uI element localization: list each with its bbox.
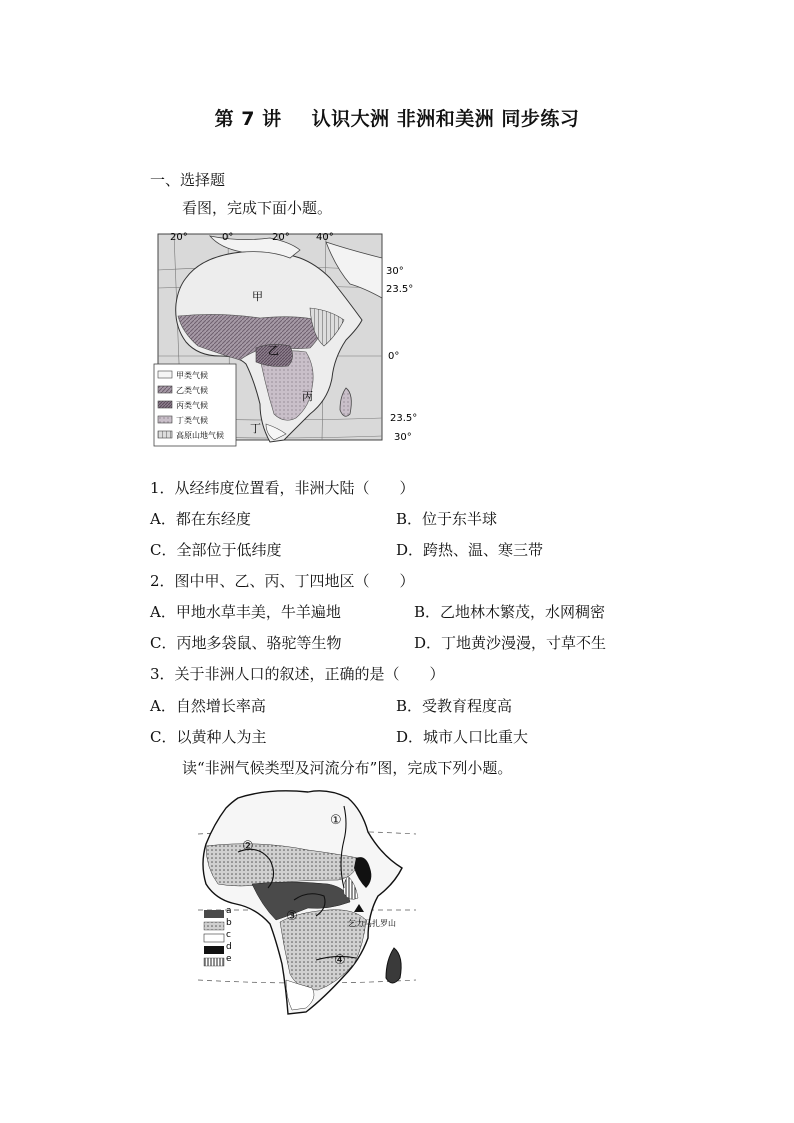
legend-item: e: [226, 954, 232, 964]
legend-item: 丁类气候: [176, 416, 208, 425]
marker-4: ④: [334, 953, 346, 968]
q3-option-b[interactable]: B．受教育程度高: [396, 697, 513, 715]
marker-3: ③: [286, 909, 298, 924]
lon-label: 20°: [272, 232, 290, 243]
region-label-jia: 甲: [252, 290, 263, 303]
map-legend: [204, 906, 232, 966]
legend-item: d: [226, 942, 232, 952]
q1-option-b[interactable]: B．位于东半球: [396, 510, 498, 528]
legend-item: 乙类气候: [176, 386, 208, 395]
instruction-1: 看图，完成下面小题。: [182, 199, 333, 217]
mountain-label: 乞力马扎罗山: [348, 919, 396, 928]
question-2: 2．图中甲、乙、丙、丁四地区（ ）: [150, 572, 415, 590]
legend-item: 高原山地气候: [176, 431, 224, 440]
q3-option-a[interactable]: A．自然增长率高: [150, 697, 266, 715]
lesson-number: 第 7 讲: [214, 108, 282, 130]
lesson-topic: 认识大洲 非洲和美洲 同步练习: [311, 108, 580, 130]
marker-1: ①: [330, 813, 342, 828]
legend-item: 甲类气候: [176, 371, 208, 380]
q2-option-c[interactable]: C．丙地多袋鼠、骆驼等生物: [150, 634, 342, 652]
lat-label: 0°: [388, 351, 400, 362]
legend-item: b: [226, 918, 232, 928]
q2-option-a[interactable]: A．甲地水草丰美，牛羊遍地: [150, 603, 341, 621]
lon-label: 40°: [316, 232, 334, 243]
lat-label: 23.5°: [390, 413, 418, 424]
lat-label: 30°: [394, 432, 412, 443]
africa-climate-river-map: [198, 784, 418, 1016]
q1-option-c[interactable]: C．全部位于低纬度: [150, 541, 282, 559]
q2-option-b[interactable]: B．乙地林木繁茂，水网稠密: [414, 603, 606, 621]
question-1: 1．从经纬度位置看，非洲大陆（ ）: [150, 479, 415, 497]
region-label-yi: 乙: [268, 344, 279, 357]
q1-option-d[interactable]: D．跨热、温、寒三带: [396, 541, 544, 559]
legend-item: a: [226, 906, 232, 916]
region-label-bing: 丙: [302, 390, 313, 403]
instruction-2: 读“非洲气候类型及河流分布”图，完成下列小题。: [182, 759, 513, 777]
lat-label: 30°: [386, 266, 404, 277]
q3-option-d[interactable]: D．城市人口比重大: [396, 728, 529, 746]
africa-climate-map: [150, 228, 434, 450]
region-label-ding: 丁: [250, 422, 261, 435]
legend-item: 丙类气候: [176, 401, 208, 410]
q1-option-a[interactable]: A．都在东经度: [150, 510, 251, 528]
section-heading: 一、选择题: [150, 171, 226, 189]
lon-label: 20°: [170, 232, 188, 243]
page-title: [0, 104, 794, 131]
q3-option-c[interactable]: C．以黄种人为主: [150, 728, 267, 746]
lon-label: 0°: [222, 232, 234, 243]
q2-option-d[interactable]: D．丁地黄沙漫漫，寸草不生: [414, 634, 607, 652]
marker-2: ②: [242, 839, 254, 854]
lat-label: 23.5°: [386, 284, 414, 295]
question-3: 3．关于非洲人口的叙述，正确的是（ ）: [150, 665, 445, 683]
legend-item: c: [226, 930, 231, 940]
